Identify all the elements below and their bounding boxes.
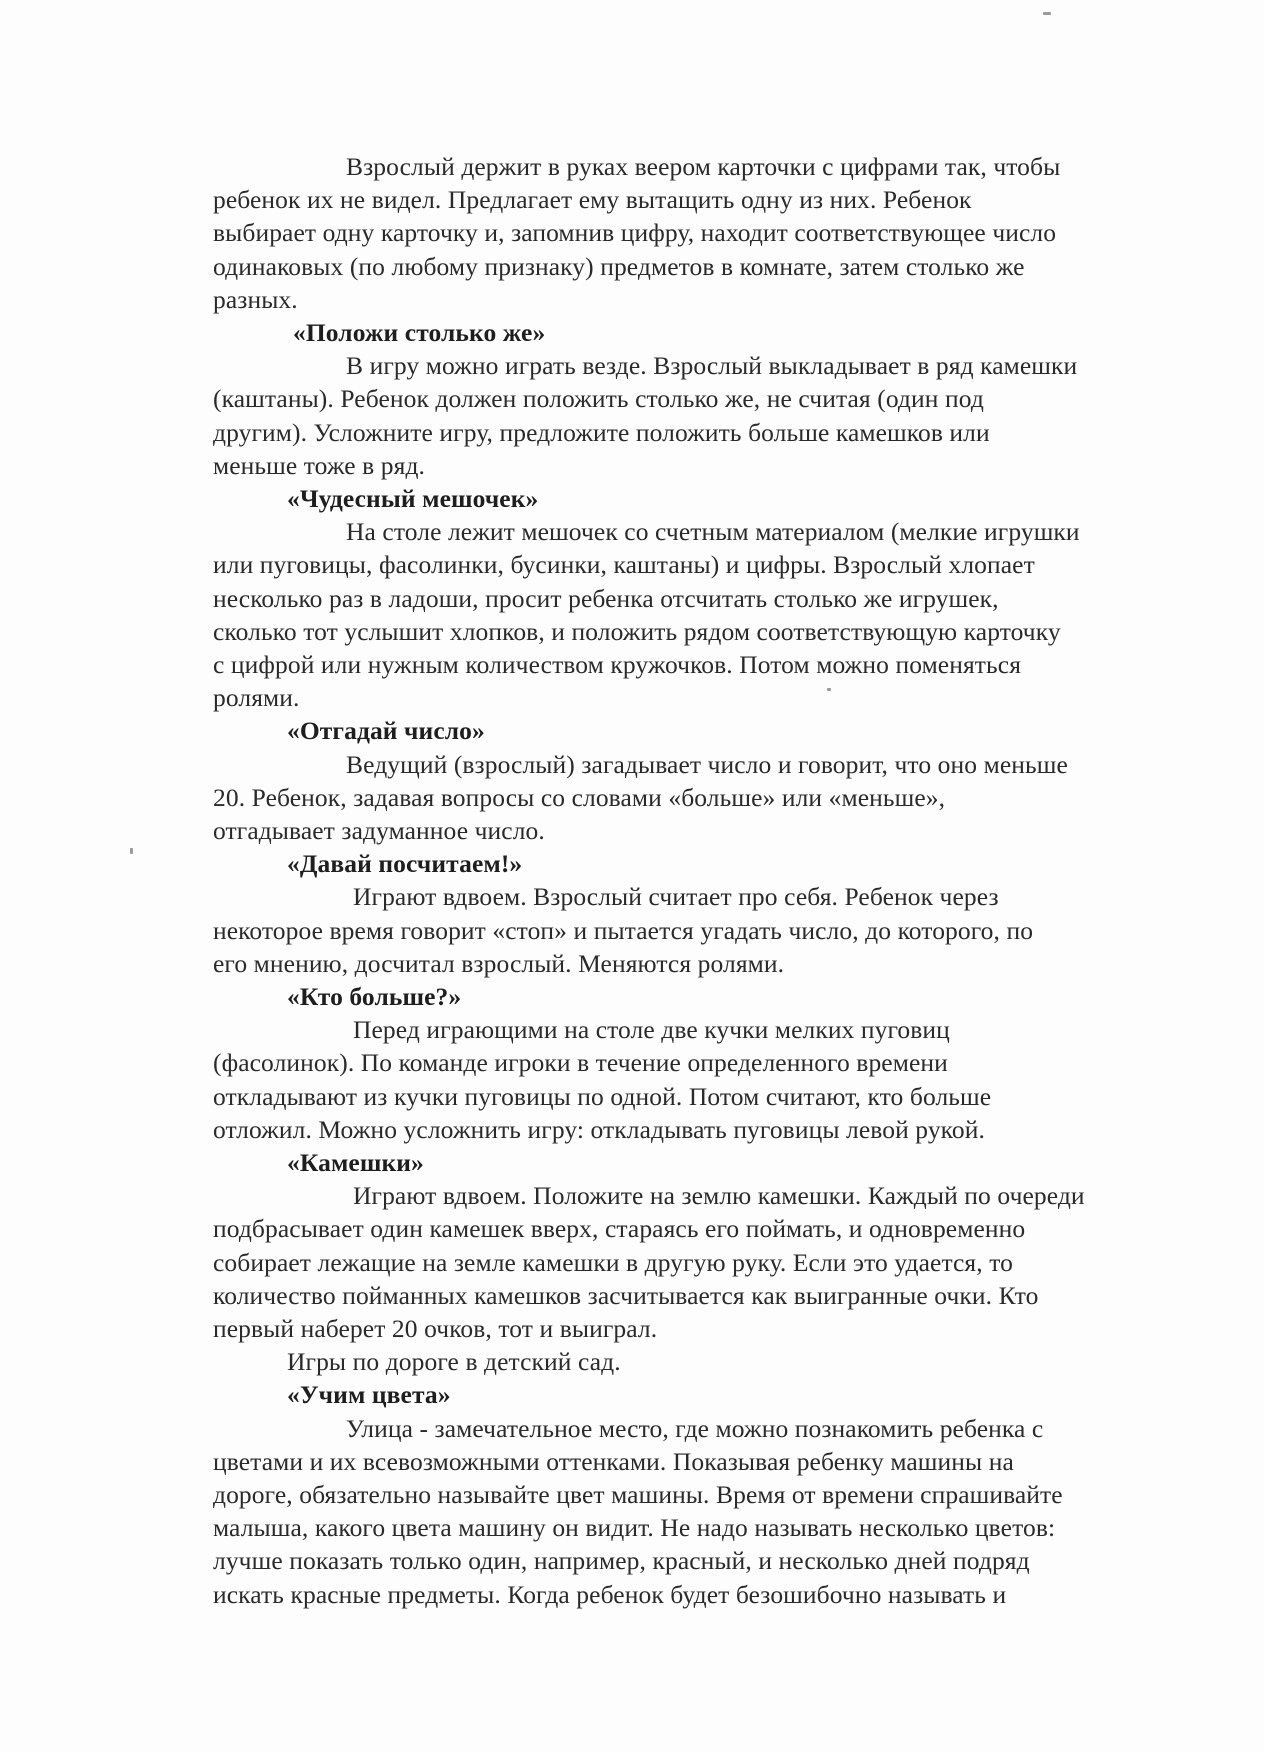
text-line: выбирает одну карточку и, запомнив цифру, находит соответствующее число — [213, 218, 1057, 248]
section-heading: «Учим цвета» — [287, 1380, 451, 1410]
text-line: малыша, какого цвета машину он видит. Не надо называть несколько цветов: — [213, 1513, 1056, 1543]
text-line: или пуговицы, фасолинки, бусинки, каштаны) и цифры. Взрослый хлопает — [213, 550, 1035, 580]
text-line: другим). Усложните игру, предложите положить больше камешков или — [213, 417, 990, 447]
text-line: меньше тоже в ряд. — [213, 450, 426, 480]
section-heading: «Давай посчитаем!» — [287, 849, 523, 879]
text-line: Играют вдвоем. Положите на землю камешки. Каждый по очереди — [353, 1181, 1085, 1211]
text-line: В игру можно играть везде. Взрослый выкладывает в ряд камешки — [346, 351, 1078, 381]
section-heading: «Кто больше?» — [287, 982, 462, 1011]
text-line: (фасолинок). По команде игроки в течение определенного времени — [213, 1048, 948, 1078]
section-heading: «Положи столько же» — [293, 318, 546, 347]
text-line: одинаковых (по любому признаку) предметов в комнате, затем столько же — [213, 251, 1025, 281]
text-line: Улица - замечательное место, где можно познакомить ребенка с — [346, 1413, 1044, 1443]
text-line: дороге, обязательно называйте цвет машины. Время от времени спрашивайте — [213, 1480, 1063, 1509]
text-line: количество пойманных камешков засчитывается как выигранные очки. Кто — [213, 1280, 1039, 1310]
text-line: цветами и их всевозможными оттенками. Показывая ребенку машины на — [213, 1446, 1014, 1476]
text-line: ребенок их не видел. Предлагает ему вытащить одну из них. Ребенок — [213, 185, 972, 215]
text-line: подбрасывает один камешек вверх, стараясь его поймать, и одновременно — [213, 1214, 1026, 1244]
text-line: отложил. Можно усложнить игру: откладывать пуговицы левой рукой. — [213, 1114, 985, 1144]
text-line: На столе лежит мешочек со счетным материалом (мелкие игрушки — [346, 517, 1080, 547]
text-line: Ведущий (взрослый) загадывает число и говорит, что оно меньше — [346, 749, 1068, 779]
text-line: с цифрой или нужным количеством кружочков. Потом можно поменяться — [213, 650, 1022, 679]
section-heading: «Чудесный мешочек» — [287, 484, 539, 513]
text-line: сколько тот услышит хлопков, и положить рядом соответствующую карточку — [213, 616, 1061, 646]
text-line: некоторое время говорит «стоп» и пытается угадать число, до которого, по — [213, 915, 1034, 945]
text-line: ролями. — [213, 683, 300, 713]
text-line: собирает лежащие на земле камешки в другую руку. Если это удается, то — [213, 1247, 1013, 1277]
text-line: Играют вдвоем. Взрослый считает про себя. Ребенок через — [353, 882, 999, 912]
scan-dust-mark — [130, 848, 133, 854]
section-heading: «Отгадай число» — [287, 716, 485, 746]
text-line: искать красные предметы. Когда ребенок будет безошибочно называть и — [213, 1579, 1007, 1609]
text-line: Игры по дороге в детский сад. — [287, 1347, 621, 1377]
text-line: первый наберет 20 очков, тот и выиграл. — [213, 1314, 658, 1343]
text-line: лучше показать только один, например, красный, и несколько дней подряд — [213, 1546, 1030, 1576]
text-line: Взрослый держит в руках веером карточки с цифрами так, чтобы — [346, 152, 1061, 181]
text-line: его мнению, досчитал взрослый. Меняются ролями. — [213, 948, 785, 978]
text-line: разных. — [213, 284, 298, 314]
text-line: 20. Ребенок, задавая вопросы со словами «больше» или «меньше», — [213, 782, 946, 812]
text-line: Перед играющими на столе две кучки мелких пуговиц — [353, 1015, 950, 1045]
text-line: несколько раз в ладоши, просит ребенка отсчитать столько же игрушек, — [213, 583, 999, 613]
text-line: отгадывает задуманное число. — [213, 816, 545, 845]
section-heading: «Камешки» — [287, 1148, 424, 1177]
text-line: откладывают из кучки пуговицы по одной. Потом считают, кто больше — [213, 1081, 992, 1111]
text-line: (каштаны). Ребенок должен положить столько же, не считая (один под — [213, 384, 984, 414]
scan-dust-mark — [1043, 12, 1051, 15]
